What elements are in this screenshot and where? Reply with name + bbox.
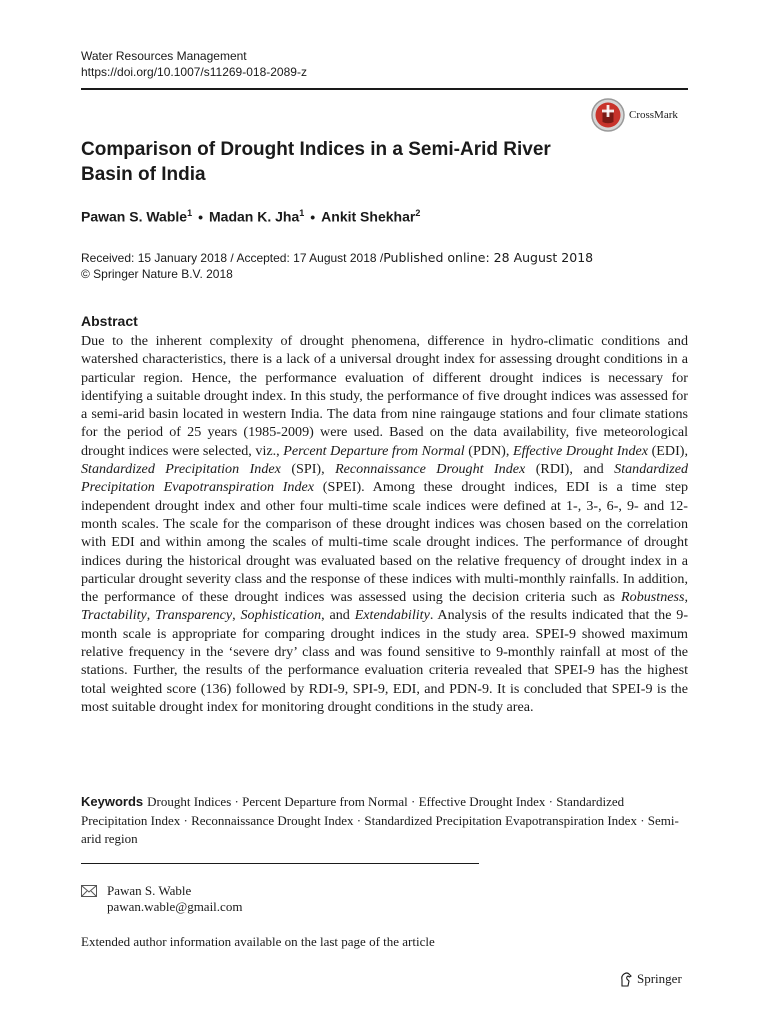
author-name[interactable]: Madan K. Jha: [209, 208, 300, 225]
author-affiliation: 2: [415, 208, 421, 218]
abstract-term: Sophistication: [240, 607, 322, 624]
abstract-text: (PDN),: [464, 442, 513, 459]
crossmark-icon: [590, 97, 626, 133]
journal-name: Water Resources Management: [81, 49, 247, 63]
corresponding-author: [81, 883, 242, 915]
abstract-term: Extendability: [354, 607, 430, 624]
abstract-text: ,: [684, 589, 688, 606]
extended-author-note: Extended author information available on the last page of the article: [81, 934, 435, 949]
envelope-icon: [81, 885, 97, 897]
keywords: [81, 793, 688, 849]
publisher-name: Springer: [637, 971, 682, 986]
author-affiliation: 1: [187, 208, 193, 218]
abstract-text: (SPEI). Among these drought indices, EDI is a time step independent drought index and other four multi-time scale indices were defined at 1-, 3-, 6-, 9- and 12-month scales. The scale for the comparison of these drought indices was chosen based on the correlation with EDI and within among the scales of multi-time scale drought indices. The performance of drought indices during the historical drought was evaluated based on the relative frequency of drought index in a particular drought severity class and the response of these indices with multi-monthly rainfalls. In addition, the performance of these drought indices was assessed using the decision criteria such as: [81, 479, 688, 606]
abstract-term: Reconnaissance Drought Index: [335, 461, 526, 478]
journal-header: [81, 48, 307, 80]
copyright-line: © Springer Nature B.V. 2018: [81, 267, 233, 281]
abstract-text: , and: [321, 607, 355, 624]
article-title: Comparison of Drought Indices in a Semi-Arid River Basin of India: [81, 139, 551, 185]
springer-logo: [619, 971, 682, 987]
crossmark-badge[interactable]: [590, 97, 700, 133]
publication-dates: [81, 250, 593, 282]
author-affiliation: 1: [299, 208, 305, 218]
abstract-text: Due to the inherent complexity of drought phenomena, difference in hydro-climatic conditions and watershed characteristics, there is a lack of a universal drought index for assessing drought conditions in a particular region. Hence, the performance evaluation of different drought indices is necessary for identifying a suitable drought index. In this study, the performance of five drought indices was assessed for a semi-arid basin located in western India. The data from nine raingauge stations and four climate stations for the period of 25 years (1985-2009) were used. Based on the data availability, five meteorological drought indices were selected, viz.,: [81, 333, 688, 459]
abstract-text: ,: [146, 607, 156, 624]
abstract-term: Transparency: [155, 607, 233, 624]
contact-email[interactable]: pawan.wable@gmail.com: [107, 899, 243, 914]
abstract-text: (EDI),: [648, 442, 688, 459]
keywords-list: Drought Indices · Percent Departure from Normal · Effective Drought Index · Standardized Precipitation Index · Reconnaissance Drought Index · Standardized Precipitation Evapotranspiration Index · Semi-arid region: [81, 794, 679, 846]
published-date: Published online: 28 August 2018: [383, 250, 594, 265]
received-accepted-dates: Received: 15 January 2018 / Accepted: 17 August 2018 /: [81, 251, 384, 265]
springer-horse-icon: [619, 971, 633, 987]
author-name[interactable]: Ankit Shekhar: [321, 208, 416, 225]
abstract-term: Percent Departure from Normal: [283, 442, 465, 459]
abstract-text: (RDI), and: [525, 461, 615, 478]
author-separator: •: [310, 208, 316, 225]
author-list: [81, 208, 420, 225]
abstract-term: Standardized Precipitation Evapotranspiration Index: [81, 461, 689, 496]
abstract-term: Standardized Precipitation Index: [81, 461, 281, 478]
abstract-term: Robustness: [621, 589, 685, 606]
footnote-rule: [81, 863, 479, 864]
abstract-text: ,: [232, 607, 241, 624]
abstract-heading: Abstract: [81, 313, 138, 329]
abstract-term: Tractability: [81, 607, 147, 624]
abstract-body: [81, 332, 688, 716]
author-name[interactable]: Pawan S. Wable: [81, 208, 188, 225]
doi-link[interactable]: https://doi.org/10.1007/s11269-018-2089-z: [81, 65, 307, 79]
abstract-text: . Analysis of the results indicated that the 9-month scale is appropriate for comparing drought indices in the study area. SPEI-9 showed maximum relative frequency in the ‘severe dry’ class and was found sensitive to 9-monthly rainfall at most of the stations. Further, the results of the performance evaluation criteria revealed that SPEI-9 has the highest total weighted score (136) followed by RDI-9, SPI-9, EDI, and PDN-9. It is concluded that SPEI-9 is the most suitable drought index for monitoring drought conditions in the study area.: [81, 607, 689, 715]
header-rule: [81, 88, 688, 90]
keywords-label: Keywords: [81, 794, 144, 809]
abstract-term: Effective Drought Index: [512, 442, 648, 459]
crossmark-label: CrossMark: [629, 109, 678, 121]
contact-name: Pawan S. Wable: [107, 883, 192, 898]
author-separator: •: [198, 208, 203, 225]
abstract-text: (SPI),: [280, 461, 336, 478]
